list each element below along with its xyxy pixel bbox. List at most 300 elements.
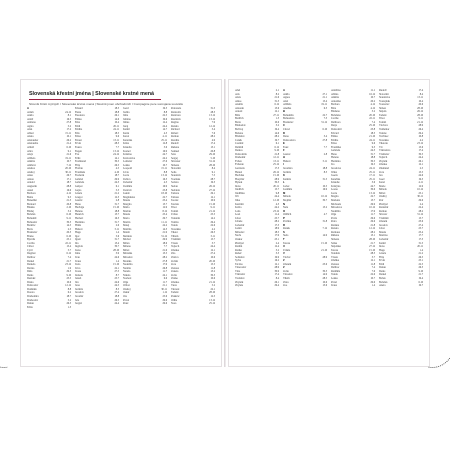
name-day: 30.11 — [417, 195, 424, 199]
name-day: 17.11 — [369, 174, 376, 178]
name-day: 25.1 — [66, 238, 72, 242]
name-day: 2.8 — [115, 199, 120, 203]
name-text: Naďa — [235, 234, 242, 238]
name-text: Dobromila — [235, 152, 247, 156]
name-text: Hubert — [75, 227, 83, 231]
name-text: Albína — [331, 92, 339, 96]
name-day: 21.6 — [162, 248, 168, 252]
name-text: Tereza — [331, 248, 339, 252]
name-text: Vladimír — [379, 216, 389, 220]
name-day: 16.9 — [162, 185, 168, 189]
name-day: 10.6 — [66, 280, 72, 284]
name-text: Emília — [75, 128, 83, 132]
name-day: 5.6 — [115, 234, 120, 238]
name-day: 31.5 — [418, 241, 424, 245]
name-text: Bára — [331, 106, 337, 110]
name-text: Róbert — [171, 131, 179, 135]
name-text: Kazimír — [235, 202, 244, 206]
name-text: Vladimír — [171, 238, 181, 242]
name-day: 28.3 — [114, 142, 120, 146]
name-day: 3.2 — [67, 209, 72, 213]
name-day: 15.4 — [66, 245, 72, 249]
name-day: 4.11 — [418, 181, 424, 185]
name-day: 28.8 — [66, 185, 72, 189]
name-day: 11.1 — [370, 89, 376, 92]
name-entry — [171, 302, 217, 306]
name-day: 1.12 — [162, 291, 168, 295]
name-day: 11.8 — [370, 262, 376, 266]
name-text: Pavol — [123, 298, 130, 302]
name-text: B — [283, 110, 285, 114]
name-text: Čeněk — [235, 138, 242, 142]
name-day: 8.4 — [419, 92, 424, 96]
name-text: Aneta — [379, 284, 386, 288]
name-day: 21.12 — [209, 280, 216, 284]
name-text: Zuzana — [331, 262, 339, 266]
name-text: Běla — [235, 113, 240, 117]
name-day: 25.4 — [418, 230, 424, 234]
name-text: Lada — [235, 209, 241, 213]
name-day: 30.7 — [114, 245, 120, 249]
name-text: Helena — [75, 209, 83, 213]
name-text: Augustín — [27, 185, 37, 189]
name-day: 2.1 — [275, 89, 280, 92]
name-day: 17.9 — [162, 263, 168, 267]
name-text: Simona — [331, 237, 340, 241]
name-text: Dobroslav — [27, 284, 39, 288]
name-text: Ján — [75, 280, 79, 284]
name-text: Petronela — [171, 107, 182, 110]
name-day: 10.9 — [210, 199, 216, 203]
name-text: Valentín — [171, 216, 180, 220]
name-text: Frederik — [75, 174, 85, 178]
name-text: Gašpar — [75, 185, 83, 189]
name-text: Tamara — [171, 192, 180, 196]
name-text: Blažena — [331, 110, 340, 114]
name-day: 3.11 — [210, 234, 216, 238]
name-text: Dezider — [27, 277, 36, 281]
name-day: 18.9 — [274, 227, 280, 231]
name-text: Sylva — [235, 259, 242, 263]
name-day: 18.8 — [370, 156, 376, 160]
name-day: 5.2 — [67, 124, 72, 128]
name-day: 25.8 — [162, 188, 168, 192]
name-day: 17.2 — [66, 128, 72, 132]
name-text: Zdenka — [379, 163, 388, 167]
name-text: Monika — [123, 259, 132, 263]
name-day: 23.8 — [370, 128, 376, 132]
name-day: 29.6 — [370, 216, 376, 220]
name-day: 5.2 — [211, 284, 216, 288]
name-day: 13.1 — [370, 234, 376, 238]
name-text: Amália — [27, 160, 35, 164]
name-day: 13.11 — [113, 138, 120, 142]
page-subtitle: Slovník Kristi mýtných / Slovenské krstné mená | Slovník jmen obchodních / Compagnie pere somsjana souvislá — [29, 101, 183, 106]
name-day: 10.5 — [322, 184, 328, 188]
name-day: 5.7 — [67, 248, 72, 252]
name-text: Bohumila — [283, 113, 294, 117]
name-day: 28.7 — [210, 177, 216, 181]
name-day: 1.9 — [67, 266, 72, 270]
name-text: Viktorie — [379, 142, 388, 146]
name-day: 26.2 — [66, 138, 72, 142]
name-text: Sergej — [171, 156, 178, 160]
name-text: Tatiana — [171, 195, 179, 199]
name-day: 8.3 — [115, 287, 120, 291]
name-day: 10.7 — [370, 276, 376, 280]
name-day: 7.7 — [115, 146, 120, 150]
name-text: Alfréd — [27, 146, 35, 150]
name-text: Eugen — [75, 149, 82, 153]
name-day: 28.5 — [322, 276, 328, 280]
name-text: Eliška — [75, 117, 82, 121]
name-entry — [331, 284, 377, 288]
name-day: 23.12 — [65, 263, 72, 267]
name-day: 24.4 — [162, 124, 168, 128]
name-day: 27.1 — [322, 92, 328, 96]
name-day: 24.2 — [162, 156, 168, 160]
name-day: 16.9 — [322, 188, 328, 192]
name-text: Jaroslav — [379, 223, 388, 227]
name-text: Zoe — [283, 284, 288, 288]
name-day: 9.11 — [210, 206, 216, 210]
name-day: 1.3 — [67, 305, 72, 309]
name-text: Valerie — [379, 131, 387, 135]
name-day: 24.2 — [274, 206, 280, 210]
name-day: 10.7 — [370, 96, 376, 100]
name-day: 8.3 — [323, 170, 328, 174]
name-day: 26.3 — [66, 302, 72, 306]
name-text: Gizela — [379, 252, 387, 256]
name-text: Gabriela — [331, 149, 341, 153]
name-day: 7.12 — [66, 163, 72, 167]
name-text: Erika — [75, 135, 81, 139]
name-day: 17.1 — [66, 177, 72, 181]
name-text: Dagmar — [27, 252, 36, 256]
name-text: Ľudmila — [123, 185, 133, 189]
name-day: 21.6 — [274, 96, 280, 100]
name-text: Dalibor — [27, 255, 36, 259]
name-day: 13.12 — [161, 174, 168, 178]
name-day: 6.10 — [418, 280, 424, 284]
name-day: 25.11 — [369, 170, 376, 174]
name-day: 3.2 — [275, 124, 280, 128]
name-day: 25.7 — [418, 227, 424, 231]
name-text: Zdeněk — [283, 262, 292, 266]
name-text: Miloš — [123, 248, 130, 252]
name-day: 24.7 — [370, 184, 376, 188]
name-day: 15.10 — [321, 241, 328, 245]
name-text: Roman — [171, 135, 179, 139]
name-text: Pavla — [331, 216, 337, 220]
name-text: Jakub — [75, 277, 82, 281]
name-text: Eva — [75, 153, 80, 157]
name-text: Radim — [235, 245, 243, 249]
name-text: Miloslav — [235, 230, 245, 234]
name-text: Lubor — [283, 184, 290, 188]
name-day: 17.3 — [418, 237, 424, 241]
name-day: 19.11 — [65, 156, 72, 160]
name-text: Zora — [379, 170, 385, 174]
name-day: 27.4 — [114, 291, 120, 295]
name-text: Elena — [75, 110, 82, 114]
name-day: 30.11 — [65, 170, 72, 174]
name-text: Miroslava — [331, 206, 342, 210]
name-day: 8.12 — [162, 209, 168, 213]
name-text: Vítězslav — [235, 273, 246, 277]
name-text: Adolf — [27, 117, 34, 121]
name-text: Tibor — [379, 117, 385, 121]
title-rule — [29, 99, 161, 100]
name-day: 9.6 — [371, 142, 376, 146]
name-text: Marek — [123, 199, 131, 203]
name-text: Radovan — [171, 114, 181, 118]
name-day: 22.7 — [162, 195, 168, 199]
name-day: 4.9 — [211, 138, 216, 142]
name-day: 18.6 — [162, 241, 168, 245]
name-text: Dušan — [27, 302, 34, 306]
name-text: Uršula — [283, 248, 291, 252]
name-day: 7.6 — [371, 269, 376, 273]
name-text: Olga — [123, 280, 129, 284]
name-text: Andrej — [27, 170, 35, 174]
name-text: Anton — [27, 177, 34, 181]
name-text: Vít — [379, 145, 383, 149]
name-day: 2.10 — [66, 206, 72, 210]
name-text: Vendula — [331, 252, 340, 256]
name-text: Ludmila — [283, 188, 293, 192]
name-text: Vanda — [331, 273, 338, 277]
name-day: 25.11 — [161, 138, 168, 142]
name-text: Agáta — [27, 124, 34, 128]
name-text: Tibor — [171, 206, 177, 210]
name-day: 18.3 — [370, 131, 376, 135]
name-text: Štěpán — [379, 110, 387, 114]
name-text: Gabriela — [75, 181, 85, 185]
name-text: Božena — [235, 131, 244, 135]
name-text: Denis — [379, 269, 386, 273]
name-day: 14.9 — [322, 273, 328, 277]
name-day: 2.8 — [323, 152, 328, 156]
names-header — [29, 91, 183, 106]
name-day: 28.2 — [274, 135, 280, 139]
name-text: Leoš — [235, 213, 241, 217]
name-text: Flórián — [75, 167, 83, 171]
name-text: Svatoslav — [379, 103, 390, 107]
name-day: 26.11 — [113, 124, 120, 128]
left-page — [20, 79, 222, 367]
right-column-1 — [235, 89, 281, 288]
name-text: Edvard — [331, 131, 339, 135]
name-text: K — [283, 174, 285, 178]
name-text: Vlasta — [331, 255, 338, 259]
name-day: 14.2 — [210, 216, 216, 220]
name-day: 5.2 — [67, 298, 72, 302]
name-text: Emil — [379, 262, 385, 266]
name-text: Darina — [27, 266, 35, 270]
name-day: 21.8 — [370, 223, 376, 227]
name-text: Daniela — [27, 263, 36, 267]
name-day: 28.10 — [417, 113, 424, 117]
name-day: 22.11 — [369, 117, 376, 121]
name-day: 3.6 — [371, 181, 376, 185]
name-text: Barbara — [331, 103, 340, 107]
name-text: Veronika — [379, 138, 389, 142]
name-text: Berta — [235, 120, 241, 124]
name-text: Helena — [331, 156, 339, 160]
name-text: Rudolf — [379, 89, 387, 92]
name-text: Peter — [123, 302, 129, 306]
name-day: 4.11 — [162, 135, 168, 139]
name-entry — [27, 306, 73, 310]
name-day: 13.12 — [209, 298, 216, 302]
name-text: Lenka — [123, 163, 130, 167]
name-day: 18.8 — [114, 110, 120, 114]
name-day: 18.7 — [114, 174, 120, 178]
name-day: 13.1 — [210, 146, 216, 150]
name-day: 23.6 — [322, 262, 328, 266]
name-text: Bonifác — [27, 224, 36, 228]
name-text: Juraj — [123, 124, 129, 128]
name-day: 29.9 — [114, 177, 120, 181]
name-text: Milada — [283, 195, 291, 199]
name-day: 6.1 — [115, 185, 120, 189]
name-day: 25.10 — [369, 124, 376, 128]
name-text: Zlatica — [171, 255, 179, 259]
name-text: Věroslav — [283, 273, 293, 277]
name-day: 11.8 — [210, 266, 216, 270]
name-day: 8.8 — [163, 170, 168, 174]
name-day: 17.4 — [274, 273, 280, 277]
name-day: 15.10 — [113, 263, 120, 267]
name-text: Ingrida — [75, 245, 83, 249]
name-text: Marek — [123, 213, 131, 217]
name-text: Adolfína — [331, 89, 341, 92]
name-day: 12.12 — [65, 284, 72, 288]
name-text: Ctibor — [27, 245, 34, 249]
name-day: 28.3 — [370, 252, 376, 256]
name-day: 29.6 — [162, 298, 168, 302]
name-text: Klára — [123, 142, 129, 146]
name-day: 28.10 — [209, 163, 216, 167]
name-day: 24.6 — [114, 255, 120, 259]
name-text: Pankrác — [171, 294, 180, 298]
name-text: Jindřiška — [235, 191, 245, 195]
name-text: Renata — [331, 227, 339, 231]
name-text: Albert — [27, 131, 34, 135]
left-column-2 — [75, 107, 121, 306]
name-text: Bohdana — [331, 113, 341, 117]
name-day: 18.3 — [114, 107, 120, 110]
name-text: Tereza — [283, 241, 291, 245]
name-text: Vratislav — [235, 276, 245, 280]
name-day: 19.5 — [370, 163, 376, 167]
name-day: 21.10 — [369, 135, 376, 139]
name-text: U — [283, 245, 285, 249]
name-day: 2.6 — [115, 224, 120, 228]
name-day: 9.11 — [66, 216, 72, 220]
name-text: Dorota — [27, 291, 35, 295]
name-text: Rudolf — [171, 142, 179, 146]
name-day: 29.10 — [209, 153, 216, 157]
name-day: 9.8 — [275, 191, 280, 195]
name-text: Ľubica — [123, 177, 131, 181]
name-text: Soňa — [171, 170, 177, 174]
name-text: Ada — [235, 92, 240, 96]
name-day: 9.10 — [66, 273, 72, 277]
name-text: O — [283, 209, 286, 213]
name-day: 20.6 — [418, 103, 424, 107]
name-day: 30.5 — [370, 159, 376, 163]
name-text: Zdenka — [171, 248, 180, 252]
name-text: Blanka — [27, 206, 35, 210]
name-text: Regína — [171, 121, 179, 125]
name-day: 14.5 — [66, 224, 72, 228]
name-day: 19.9 — [274, 255, 280, 259]
name-day: 4.5 — [115, 167, 120, 171]
name-text: Vilém — [283, 276, 290, 280]
name-text: Alžběta — [283, 103, 292, 107]
name-day: 8.4 — [275, 276, 280, 280]
name-text: Ž — [283, 266, 285, 270]
name-text: Bohdan — [27, 213, 36, 217]
name-text: Anna — [27, 174, 33, 178]
name-text: Gertruda — [235, 167, 245, 171]
name-text: Judita — [123, 110, 130, 114]
name-day: 2.4 — [275, 241, 280, 245]
name-text: Dáša — [27, 270, 33, 274]
name-day: 3.6 — [163, 146, 168, 150]
name-text: Dobroslava — [283, 138, 296, 142]
name-day: 25.4 — [162, 199, 168, 203]
name-text: Ružena — [171, 146, 180, 150]
name-day: 27.8 — [162, 259, 168, 263]
name-day: 6.12 — [274, 145, 280, 149]
name-day: 19.7 — [274, 138, 280, 142]
name-day: 26.3 — [418, 266, 424, 270]
name-text: Magdaléna — [123, 195, 135, 199]
name-text: Zikmund — [379, 167, 389, 171]
name-day: 16.12 — [369, 92, 376, 96]
name-day: 24.11 — [369, 138, 376, 142]
name-day: 11.4 — [274, 213, 280, 217]
name-day: 10.12 — [369, 206, 376, 210]
name-text: S — [283, 230, 285, 234]
name-day: 22.11 — [65, 241, 72, 245]
name-text: Andrea — [27, 167, 35, 171]
name-day: 28.10 — [209, 291, 216, 295]
name-text: Kamila — [283, 177, 291, 181]
name-day: 8.7 — [115, 273, 120, 277]
name-day: 6.12 — [66, 252, 72, 256]
name-text: Bedřich — [235, 117, 244, 121]
name-day: 7.5 — [211, 174, 216, 178]
name-text: Romana — [331, 230, 340, 234]
name-day: 28.2 — [210, 135, 216, 139]
name-text: Radoslav — [171, 110, 182, 114]
name-day: 3.7 — [211, 241, 216, 245]
name-day: 14.1 — [114, 156, 120, 160]
name-text: Jarmila — [283, 170, 291, 174]
name-day: 24.1 — [162, 273, 168, 277]
left-column-3 — [123, 107, 169, 306]
name-text: Lubomír — [235, 223, 245, 227]
name-text: Nikola — [123, 273, 131, 277]
name-day: 27.6 — [162, 160, 168, 164]
name-day: 30.3 — [274, 181, 280, 185]
name-day: 10.6 — [210, 277, 216, 281]
name-day: 21.7 — [370, 241, 376, 245]
